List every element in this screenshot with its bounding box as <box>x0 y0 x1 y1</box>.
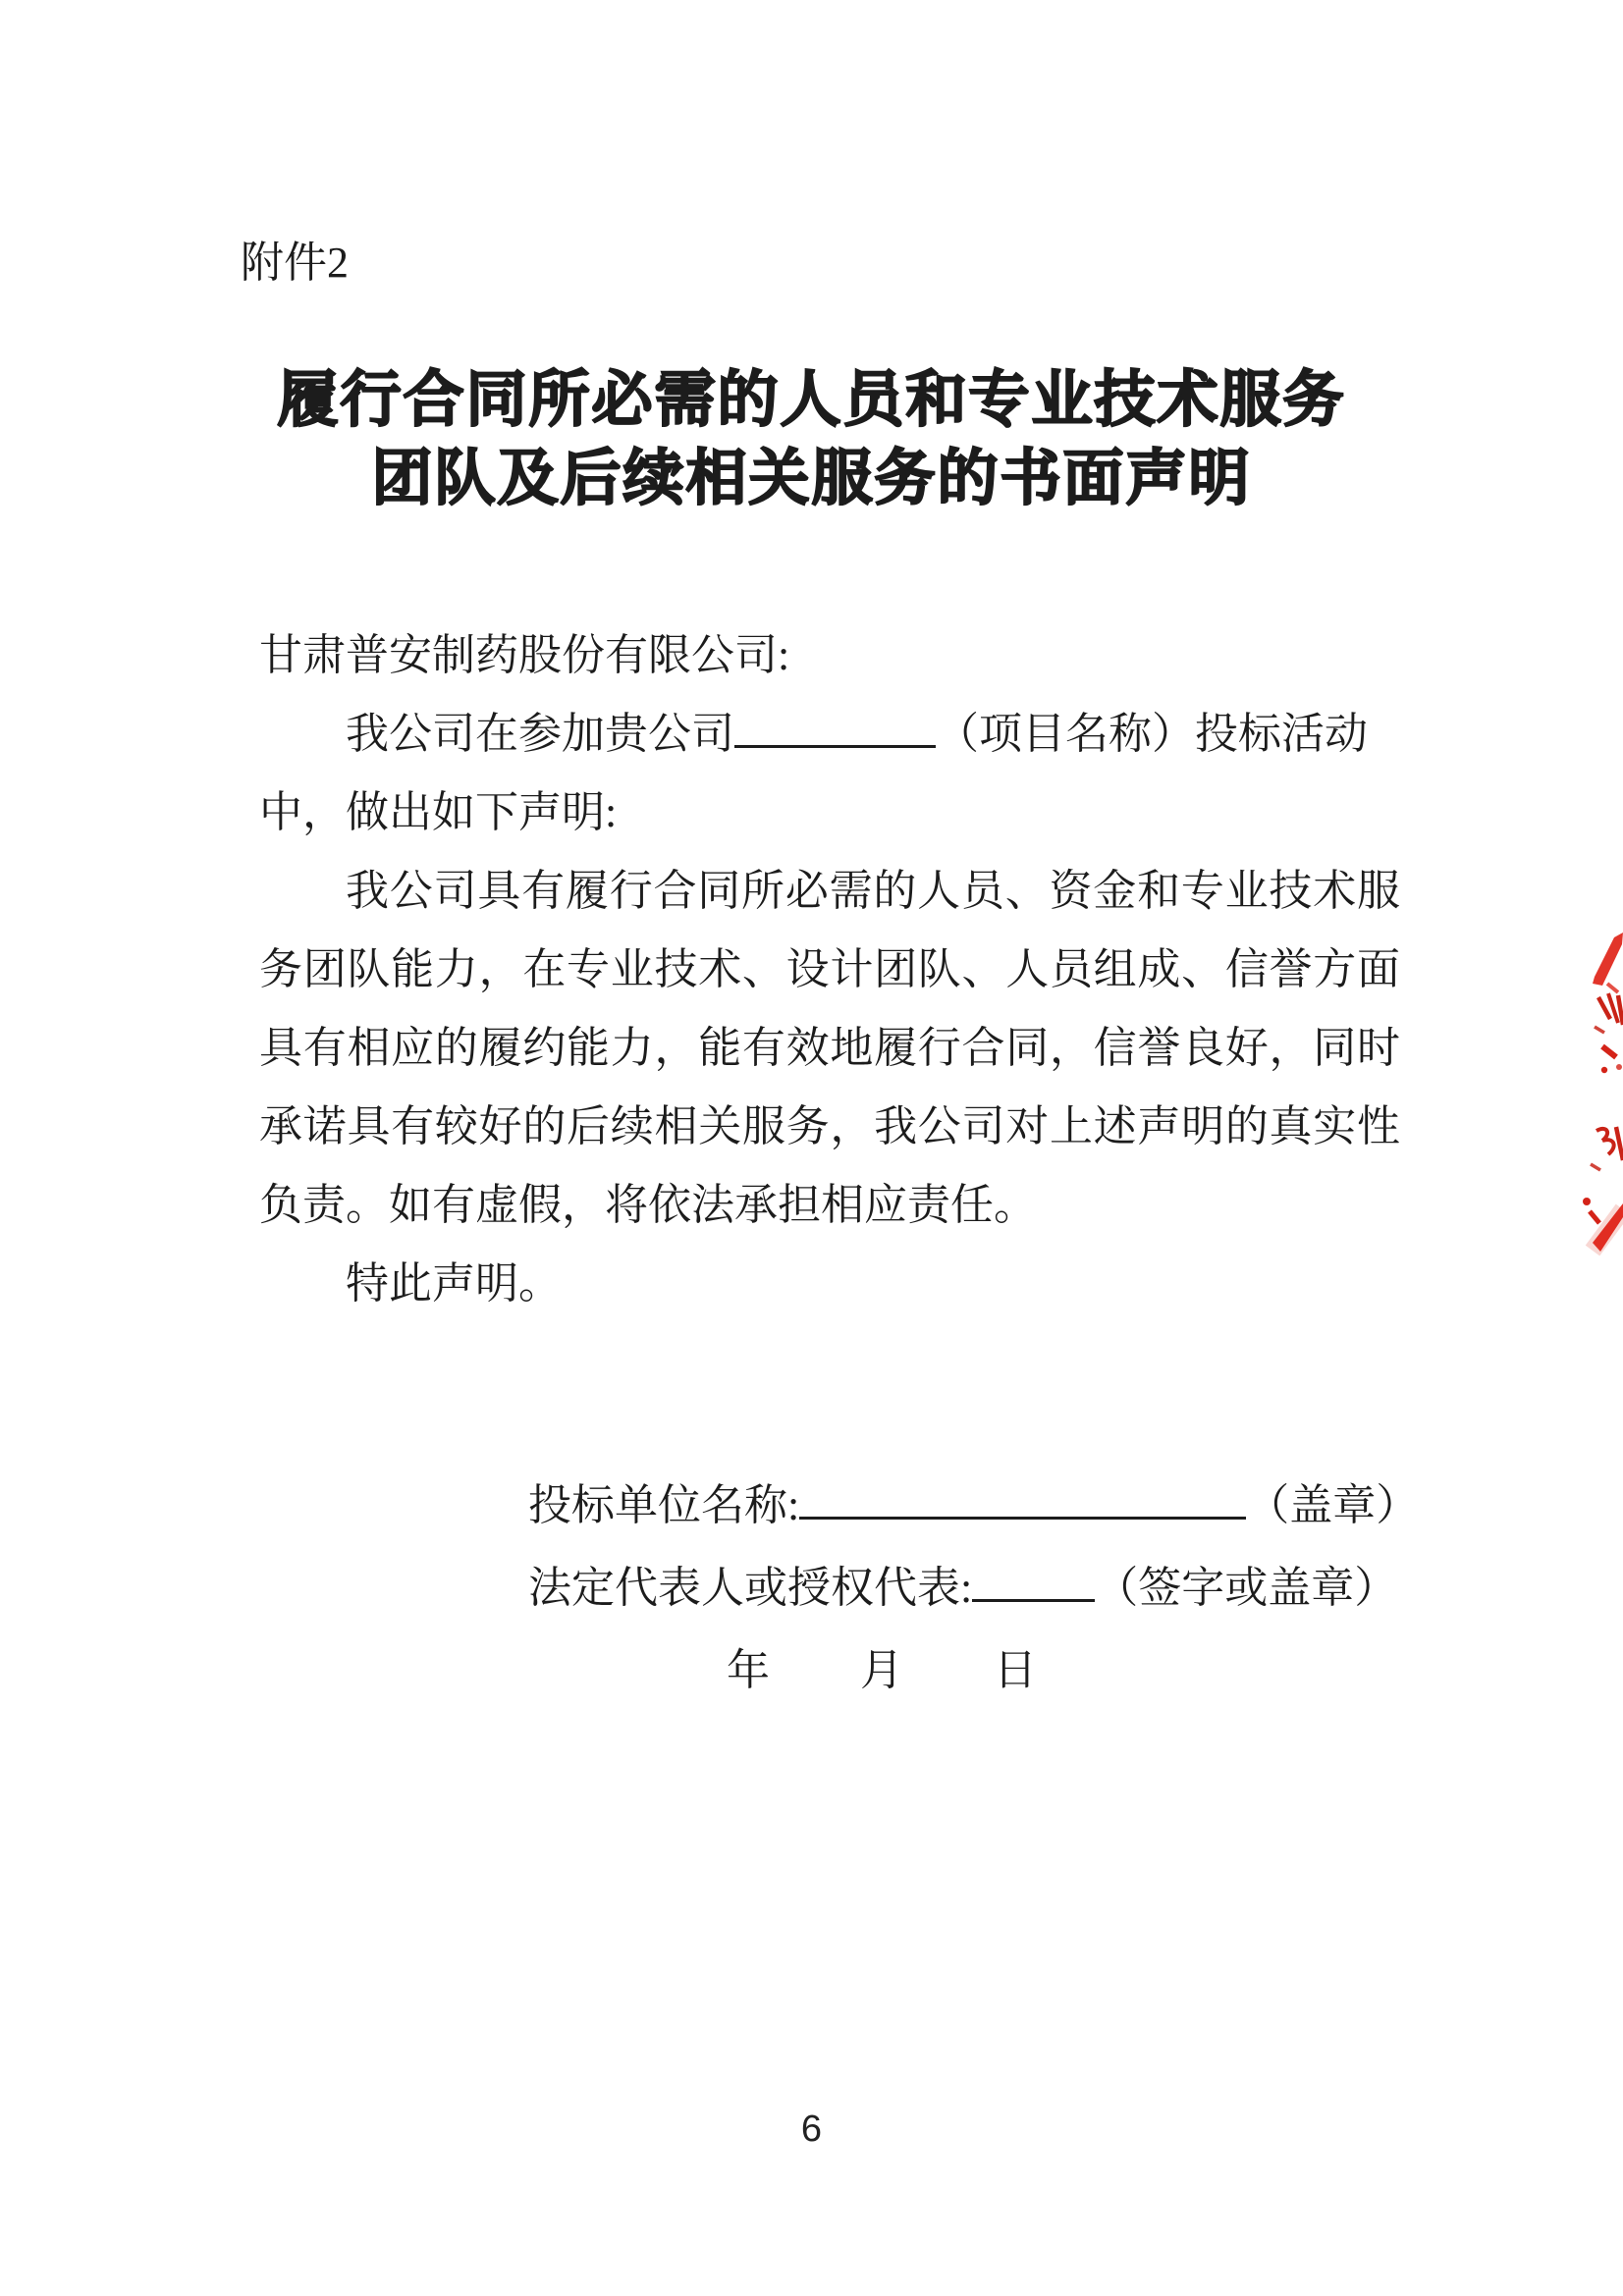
document-title-line2: 团队及后续相关服务的书面声明 <box>371 446 1252 512</box>
date-month-label: 月 <box>860 1646 903 1694</box>
paragraph2-line2: 务团队能力，在专业技术、设计团队、人员组成、信誉方面 <box>259 945 1400 993</box>
closing-statement: 特此声明。 <box>346 1259 562 1308</box>
paragraph2-line1: 我公司具有履行合同所必需的人员、资金和专业技术服 <box>346 867 1400 915</box>
paragraph1-before-blank: 我公司在参加贵公司 <box>346 710 734 758</box>
representative-label: 法定代表人或授权代表: <box>528 1564 973 1612</box>
paragraph1-line1 <box>259 695 1400 774</box>
red-stamp-marks-icon <box>1573 927 1623 1256</box>
paragraph1-line2: 中，做出如下声明: <box>259 788 618 836</box>
paragraph2-line5: 负责。如有虚假，将依法承担相应责任。 <box>259 1181 1037 1229</box>
attachment-label: 附件2 <box>241 239 349 287</box>
document-title <box>0 361 1623 518</box>
project-name-blank-field <box>734 706 936 748</box>
paragraph2-line4: 承诺具有较好的后续相关服务，我公司对上述声明的真实性 <box>259 1102 1400 1150</box>
document-body <box>259 616 1400 1323</box>
signature-block <box>528 1465 1420 1712</box>
document-title-line1: 履行合同所必需的人员和专业技术服务 <box>277 367 1346 434</box>
date-day-label: 日 <box>994 1646 1037 1694</box>
bidder-name-blank-field <box>799 1477 1246 1520</box>
representative-line <box>528 1547 1412 1629</box>
bidder-seal-note: （盖章） <box>1246 1481 1420 1529</box>
bidder-name-label: 投标单位名称: <box>528 1481 800 1529</box>
date-year-label: 年 <box>727 1646 770 1694</box>
representative-sign-note: （签字或盖章） <box>1095 1564 1398 1612</box>
representative-blank-field <box>972 1560 1095 1602</box>
paragraph1-after-blank: （项目名称）投标活动 <box>936 710 1368 758</box>
bidder-name-line <box>528 1465 1420 1547</box>
date-line <box>528 1629 1412 1712</box>
salutation-line: 甘肃普安制药股份有限公司: <box>259 631 790 679</box>
paragraph2-line3: 具有相应的履约能力，能有效地履行合同，信誉良好，同时 <box>259 1024 1400 1072</box>
page-number: 6 <box>800 2109 823 2150</box>
